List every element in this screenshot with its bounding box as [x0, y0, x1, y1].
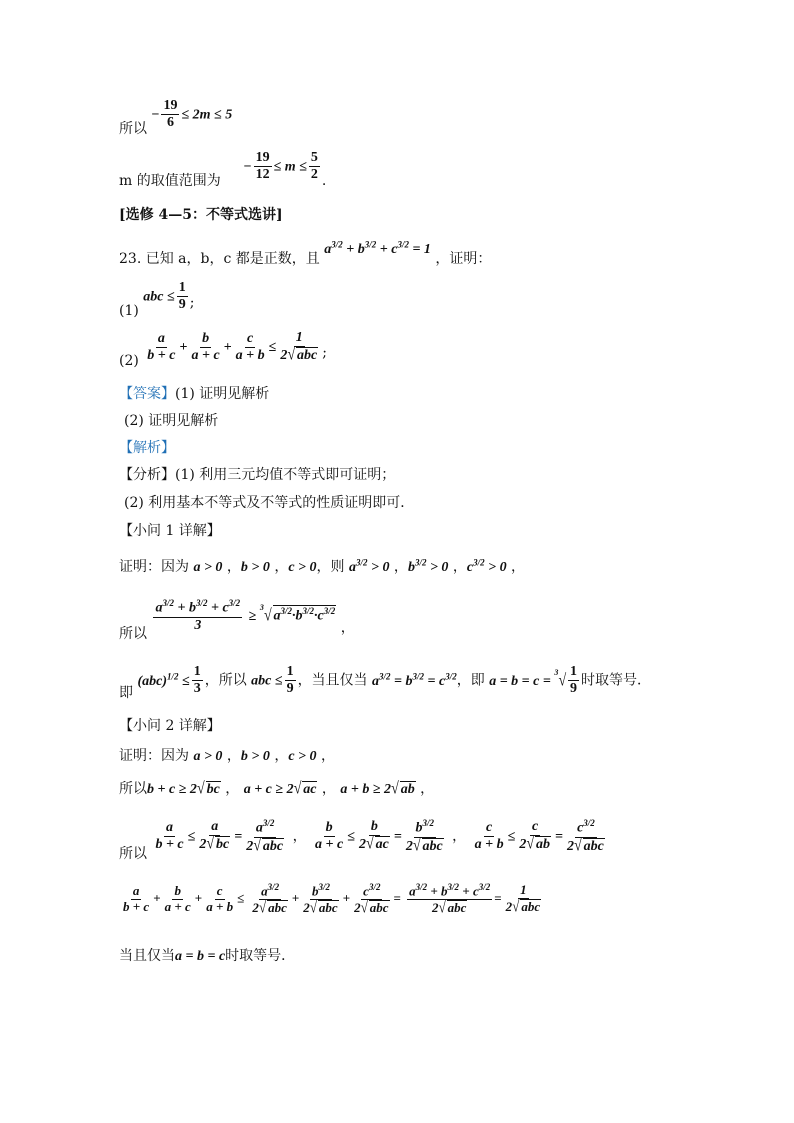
part-2: (2) $\frac{a}{b + c}$ + $\frac{b}{a + c}$ + $\frac{c}{a + b}$ ≤ 1 2√ abc ; — [119, 330, 327, 370]
am-gm-line: 所以 $\frac{a^{3/2} + b^{3/2} + c^{3/2}}{3}$ ≥ $^3$√ $a^{3/2}\cdot b^{3/2}\cdot c^{3/2}$ ， — [119, 598, 355, 642]
answer-line-1: 【答案】(1) 证明见解析 — [119, 386, 270, 402]
question-23: 23. 已知 a，b，c 都是正数，且 $a^{3/2} + b^{3/2} + c^{3/2} = 1$ ，证明： — [119, 239, 492, 267]
answer-line-2: (2) 证明见解析 — [124, 413, 219, 429]
proof2-line: 证明：因为 a > 0 ，b > 0 ，c > 0 ， — [119, 748, 335, 764]
fenxi-1: 【分析】(1) 利用三元均值不等式即可证明； — [119, 467, 396, 483]
m-range: m 的取值范围为 − $\frac{19}{12}$ ≤ m ≤ $\frac{5}{2}$ . — [119, 150, 327, 189]
proof1-line: 证明：因为 a > 0 ，b > 0 ，c > 0，则 $a^{3/2} > 0$ ，$b^{3/2} > 0$ ，$c^{3/2} > 0$ ， — [119, 557, 526, 575]
analysis-tag: 【解析】 — [119, 440, 175, 456]
step-2m-range: 所以 − $\frac{19}{6}$ ≤ 2m ≤ 5 — [119, 98, 233, 137]
section-title: [选修 4—5：不等式选讲] — [119, 207, 283, 223]
answer-tag: 【答案】 — [119, 386, 175, 402]
sub1-title: 【小问 1 详解】 — [119, 523, 221, 539]
fenxi-2: (2) 利用基本不等式及不等式的性质证明即可． — [124, 495, 415, 511]
final-equality: 当且仅当a = b = c时取等号． — [119, 948, 296, 964]
proof2-am-gm: 所以b + c ≥ 2√ bc ， a + c ≥ 2√ ac ， a + b ≥ 2√ ab ， — [119, 780, 435, 799]
proof2-fractions: 所以 $\frac{a}{b + c}$ ≤ $\frac{a}{2√ bc}$ = $a^{3/2}$ 2√ abc ， $\frac{b}{a + c}$ ≤ $\frac{b}{2√ ac}$ = $b^{3/2}$ 2√ abc ， $\frac{c}{a + b}$ ≤ $\frac{c}{2√ ab}$ = $c^{3/2}$ 2√ abc — [119, 818, 604, 863]
proof1-conclusion: 即 (abc)$^{1/2}$ ≤ $\frac{1}{3}$ ，所以 abc ≤ $\frac{1}{9}$ ，当且仅当 $a^{3/2} = b^{3/2} = c^{3/2}$，即 a = b = c = $^3$√ $\frac{1}{9}$ 时取等号． — [119, 664, 652, 701]
part-1: (1) abc ≤ $\frac{1}{9}$ ; — [119, 280, 195, 319]
proof2-sum: $\frac{a}{b + c}$ + $\frac{b}{a + c}$ + $\frac{c}{a + b}$ ≤ $a^{3/2}$ 2√ abc + $b^{3/2}$ 2√ abc + $c^{3/2}$ 2√ abc = $a^{3/2} + b^{3/2} + c^{3/2}$ 2√ abc = 1 2√ abc — [123, 882, 541, 917]
sub2-title: 【小问 2 详解】 — [119, 718, 221, 734]
